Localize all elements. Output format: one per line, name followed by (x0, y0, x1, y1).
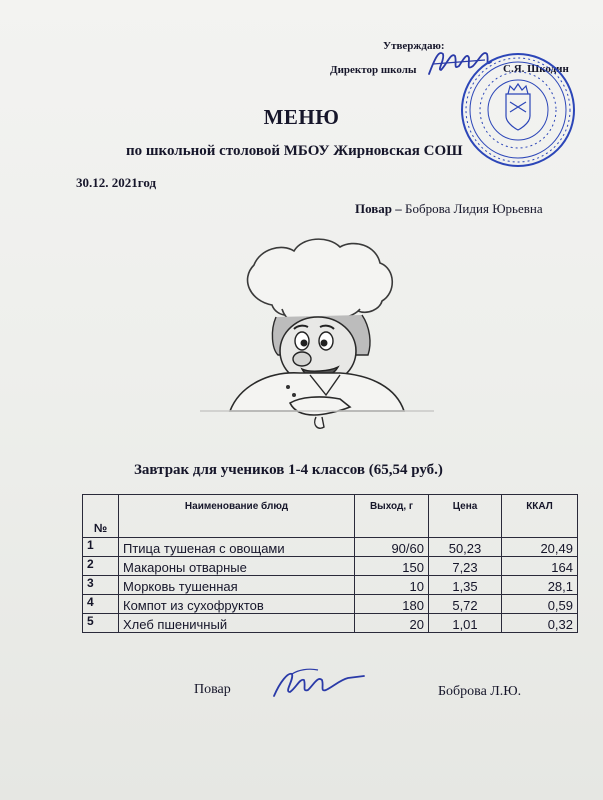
header-kcal: ККАЛ (502, 495, 578, 538)
dish-yield: 180 (355, 595, 429, 614)
dish-name: Птица тушеная с овощами (119, 538, 355, 557)
dish-kcal: 0,32 (502, 614, 578, 633)
cook-label: Повар – (355, 201, 402, 216)
dish-yield: 90/60 (355, 538, 429, 557)
director-label: Директор школы (330, 64, 417, 76)
approve-label: Утверждаю: (383, 40, 445, 52)
canteen-subtitle: по школьной столовой МБОУ Жирновская СОШ (126, 143, 463, 159)
menu-table (82, 494, 578, 633)
row-num: 1 (83, 538, 119, 557)
row-num: 3 (83, 576, 119, 595)
row-num: 4 (83, 595, 119, 614)
dish-price: 7,23 (429, 557, 502, 576)
dish-price: 1,01 (429, 614, 502, 633)
dish-kcal: 20,49 (502, 538, 578, 557)
row-num: 2 (83, 557, 119, 576)
dish-kcal: 164 (502, 557, 578, 576)
table-row (83, 614, 578, 633)
dish-name: Морковь тушенная (119, 576, 355, 595)
header-name: Наименование блюд (119, 495, 355, 538)
table-row (83, 557, 578, 576)
header-num: № (83, 495, 119, 538)
meal-heading: Завтрак для учеников 1-4 классов (65,54 руб.) (134, 462, 443, 478)
dish-yield: 20 (355, 614, 429, 633)
dish-name: Макароны отварные (119, 557, 355, 576)
row-num: 5 (83, 614, 119, 633)
footer-cook-name: Боброва Л.Ю. (438, 684, 522, 699)
cook-line (355, 201, 543, 217)
dish-name: Компот из сухофруктов (119, 595, 355, 614)
dish-kcal: 28,1 (502, 576, 578, 595)
dish-price: 5,72 (429, 595, 502, 614)
page-title: МЕНЮ (263, 105, 340, 129)
cook-signature (268, 662, 368, 702)
dish-price: 1,35 (429, 576, 502, 595)
header-yield: Выход, г (355, 495, 429, 538)
table-row (83, 576, 578, 595)
dish-price: 50,23 (429, 538, 502, 557)
table-header-row (83, 495, 578, 538)
dish-name: Хлеб пшеничный (119, 614, 355, 633)
table-row (83, 595, 578, 614)
director-name: С.Я. Шкодин (503, 63, 569, 75)
dish-yield: 150 (355, 557, 429, 576)
menu-date: 30.12. 2021год (76, 175, 157, 190)
chef-illustration (190, 235, 440, 440)
header-price: Цена (429, 495, 502, 538)
dish-yield: 10 (355, 576, 429, 595)
dish-kcal: 0,59 (502, 595, 578, 614)
cook-name: Боброва Лидия Юрьевна (405, 201, 543, 216)
footer-cook-label: Повар (194, 682, 231, 697)
table-row (83, 538, 578, 557)
